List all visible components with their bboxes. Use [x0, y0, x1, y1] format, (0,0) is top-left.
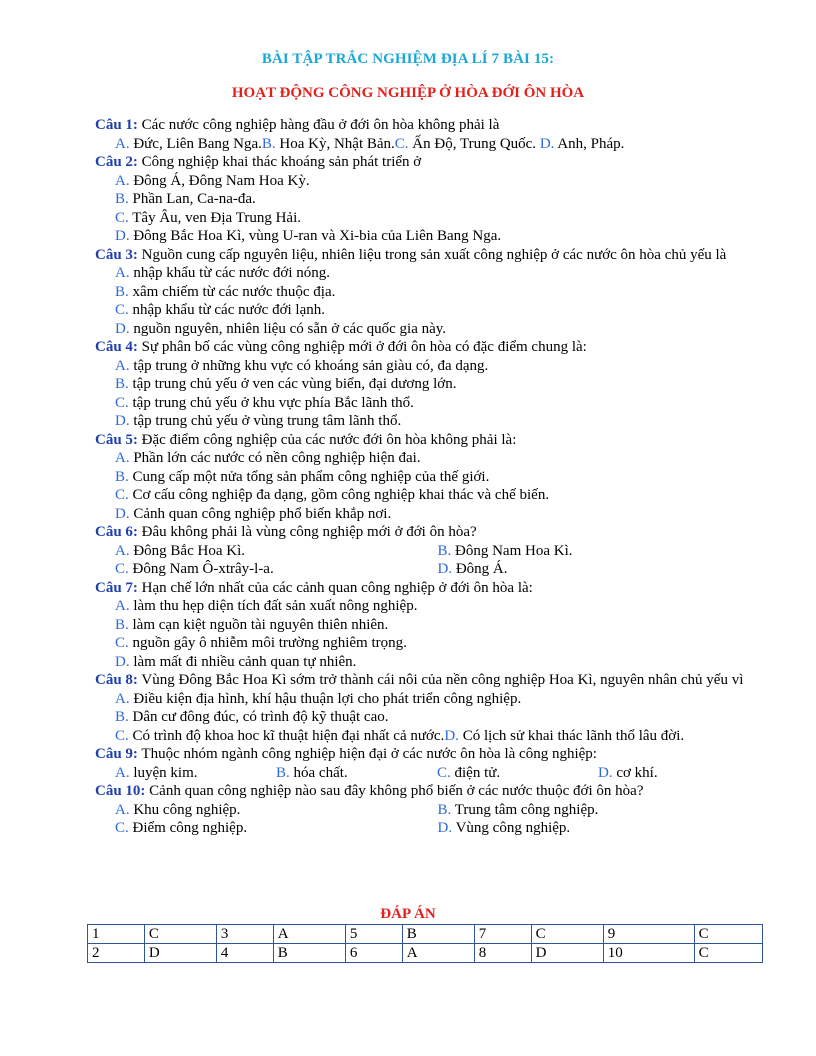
table-cell: C [694, 944, 762, 963]
question-1 [95, 116, 760, 153]
table-cell: B [273, 944, 345, 963]
option-row [115, 542, 760, 561]
option-text: Đông Nam Ô-xtrây-l-a. [128, 561, 274, 577]
question-text: Thuộc nhóm ngành công nghiệp hiện đại ở các nước ôn hòa là công nghiệp: [137, 746, 597, 762]
option-text: nguồn gây ô nhiễm môi trường nghiêm trọng. [128, 635, 407, 651]
question-label: Câu 10: [95, 783, 146, 799]
option-b [115, 283, 760, 302]
question-list [95, 116, 760, 838]
option-b [438, 542, 761, 561]
option-c [437, 764, 598, 783]
option-row [115, 819, 760, 838]
option-label: D. [598, 764, 613, 781]
option-c [115, 486, 760, 505]
option-text: Cơ cấu công nghiệp đa dạng, gồm công nghiệp khai thác và chế biến. [128, 487, 550, 503]
question-label: Câu 4: [95, 339, 138, 355]
option-label: B. [115, 376, 129, 392]
option-text: Đông Bắc Hoa Kì. [129, 542, 245, 559]
question-text: Công nghiệp khai thác khoáng sản phát triển ở [137, 154, 422, 170]
question-text: Đâu không phải là vùng công nghiệp mới ở đới ôn hòa? [137, 524, 477, 540]
option-label: D. [444, 727, 459, 744]
question-text: Nguồn cung cấp nguyên liệu, nhiên liệu trong sản xuất công nghiệp ở các nước ôn hòa chủ yếu là [137, 246, 727, 263]
option-label: A. [115, 450, 130, 466]
question-4 [95, 338, 760, 431]
option-d [598, 764, 759, 783]
option-d [115, 412, 760, 431]
option-label: C. [115, 561, 129, 577]
option-b [115, 708, 760, 727]
table-row [88, 944, 763, 963]
question-label: Câu 1: [95, 117, 138, 133]
option-d [115, 505, 760, 524]
option-label: C. [115, 635, 129, 651]
option-text: Cung cấp một nửa tổng sản phẩm công nghiệp của thế giới. [128, 468, 490, 485]
question-text: Các nước công nghiệp hàng đầu ở đới ôn hòa không phải là [137, 117, 500, 133]
option-label: D. [539, 135, 555, 152]
option-row [115, 801, 760, 820]
question-text: Vùng Đông Bắc Hoa Kì sớm trở thành cái nôi của nền công nghiệp Hoa Kì, nguyên nhân chủ yếu vì [137, 672, 744, 688]
option-text: Điều kiện địa hình, khí hậu thuận lợi cho phát triển công nghiệp. [129, 690, 522, 707]
table-cell: D [144, 944, 216, 963]
option-text: tập trung chủ yếu ở ven các vùng biển, đại dương lớn. [128, 376, 457, 392]
option-text: tập trung ở những khu vực có khoáng sản giàu có, đa dạng. [129, 357, 489, 374]
option-label: A. [115, 265, 130, 281]
option-label: C. [115, 209, 129, 226]
option-a [115, 172, 760, 191]
option-text: Hoa Kỳ, Nhật Bản. [275, 135, 395, 152]
option-text: hóa chất. [289, 764, 348, 781]
option-label: B. [261, 135, 276, 152]
option-label: C. [115, 394, 129, 411]
question-6 [95, 523, 760, 579]
option-text: Tây Âu, ven Địa Trung Hải. [128, 209, 301, 226]
option-d [115, 653, 760, 672]
option-text: điện tử. [450, 764, 501, 781]
option-label: C. [394, 135, 409, 152]
table-cell: 9 [603, 925, 694, 944]
option-label: D. [115, 228, 130, 244]
question-3 [95, 246, 760, 339]
table-cell: 3 [216, 925, 273, 944]
table-cell: C [144, 925, 216, 944]
option-row [115, 560, 760, 579]
option-row [115, 764, 760, 783]
option-text: Trung tâm công nghiệp. [451, 801, 599, 818]
table-cell: 4 [216, 944, 273, 963]
option-a [115, 449, 760, 468]
option-text: nguồn nguyên, nhiên liệu có sẵn ở các quốc gia này. [129, 320, 447, 337]
option-text: xâm chiếm từ các nước thuộc địa. [128, 283, 336, 300]
option-text: Cảnh quan công nghiệp phổ biến khắp nơi. [129, 505, 392, 522]
option-label: B. [437, 542, 452, 559]
option-b [438, 801, 761, 820]
option-text: Đức, Liên Bang Nga. [129, 135, 262, 152]
question-label: Câu 7: [95, 579, 138, 596]
question-7 [95, 579, 760, 672]
option-text: Phần Lan, Ca-na-đa. [128, 191, 256, 207]
option-label: B. [115, 468, 129, 485]
question-10 [95, 782, 760, 838]
table-cell: B [402, 925, 474, 944]
table-cell: 2 [88, 944, 145, 963]
table-cell: 5 [345, 925, 402, 944]
option-text: Vùng công nghiệp. [452, 820, 571, 836]
option-label: A. [115, 172, 130, 189]
option-label: D. [437, 820, 453, 836]
option-text: luyện kim. [129, 764, 198, 781]
table-cell: A [273, 925, 345, 944]
option-label: D. [437, 561, 453, 577]
option-label: A. [115, 690, 130, 707]
option-text: làm thu hẹp diện tích đất sản xuất nông nghiệp. [129, 598, 418, 614]
option-label: C. [115, 820, 129, 836]
option-label: A. [115, 357, 130, 374]
option-text: Ấn Độ, Trung Quốc. [408, 135, 540, 152]
question-label: Câu 5: [95, 431, 138, 448]
question-9 [95, 745, 760, 782]
option-label: D. [115, 413, 130, 429]
option-a [115, 597, 760, 616]
option-d [115, 227, 760, 246]
option-text: làm mất đi nhiều cảnh quan tự nhiên. [129, 653, 357, 670]
document-subtitle: HOẠT ĐỘNG CÔNG NGHIỆP Ở HÒA ĐỚI ÔN HÒA [231, 85, 585, 101]
table-cell: C [531, 925, 603, 944]
option-a [115, 264, 760, 283]
option-b [115, 468, 760, 487]
table-cell: 6 [345, 944, 402, 963]
option-c [115, 819, 438, 838]
document-title: BÀI TẬP TRẮC NGHIỆM ĐỊA LÍ 7 BÀI 15: [261, 51, 555, 67]
option-label: A. [115, 542, 130, 559]
option-label: C. [115, 727, 129, 744]
option-b [115, 616, 760, 635]
question-label: Câu 9: [95, 746, 138, 762]
answer-table [87, 924, 763, 963]
option-a [115, 690, 760, 709]
table-cell: 10 [603, 944, 694, 963]
question-2 [95, 153, 760, 246]
question-text: Sự phân bố các vùng công nghiệp mới ở đới ôn hòa có đặc điểm chung là: [137, 339, 587, 355]
question-text: Hạn chế lớn nhất của các cảnh quan công nghiệp ở đới ôn hòa là: [137, 579, 533, 596]
option-label: B. [276, 764, 290, 781]
option-label: C. [115, 302, 129, 318]
option-label: C. [115, 487, 129, 503]
option-c [115, 209, 760, 228]
option-label: A. [115, 764, 130, 781]
option-text: Đông Nam Hoa Kì. [451, 542, 573, 559]
option-c [115, 634, 760, 653]
option-row [115, 135, 760, 154]
table-cell: C [694, 925, 762, 944]
option-a [115, 542, 438, 561]
question-text: Đặc điểm công nghiệp của các nước đới ôn hòa không phải là: [137, 431, 517, 448]
option-text: Đông Á. [452, 561, 508, 577]
table-row [88, 925, 763, 944]
option-d [438, 819, 761, 838]
option-text: cơ khí. [612, 764, 658, 781]
option-label: D. [115, 505, 130, 522]
option-label: B. [115, 616, 129, 633]
option-text: Anh, Pháp. [554, 135, 625, 152]
option-text: tập trung chủ yếu ở khu vực phía Bắc lãnh thổ. [128, 394, 414, 411]
table-cell: D [531, 944, 603, 963]
question-label: Câu 6: [95, 524, 138, 540]
option-text: Điểm công nghiệp. [128, 820, 248, 836]
option-text: làm cạn kiệt nguồn tài nguyên thiên nhiên. [128, 616, 389, 633]
option-label: B. [115, 283, 129, 300]
option-text: Có lịch sử khai thác lãnh thổ lâu đời. [458, 727, 685, 744]
option-b [115, 190, 760, 209]
table-cell: 7 [474, 925, 531, 944]
option-c [115, 301, 760, 320]
question-text: Cảnh quan công nghiệp nào sau đây không phổ biến ở các nước thuộc đới ôn hòa? [145, 783, 644, 799]
table-cell: 8 [474, 944, 531, 963]
option-text: nhập khẩu từ các nước đới nóng. [129, 265, 330, 281]
question-5 [95, 431, 760, 524]
option-text: Dân cư đông đúc, có trình độ kỹ thuật cao. [128, 709, 389, 725]
option-label: A. [115, 598, 130, 614]
option-label: B. [115, 191, 129, 207]
option-d [438, 560, 761, 579]
option-text: Phần lớn các nước có nền công nghiệp hiện đai. [129, 450, 421, 466]
option-row [115, 727, 760, 746]
option-label: A. [115, 801, 130, 818]
option-b [115, 375, 760, 394]
question-label: Câu 8: [95, 672, 138, 688]
option-label: B. [115, 709, 129, 725]
table-cell: A [402, 944, 474, 963]
option-text: Có trình độ khoa hoc kĩ thuật hiện đại nhất cả nước. [128, 727, 445, 744]
option-b [276, 764, 437, 783]
option-label: A. [115, 135, 130, 152]
option-c [115, 560, 438, 579]
option-label: D. [115, 653, 130, 670]
option-text: Đông Bắc Hoa Kì, vùng U-ran và Xi-bia của Liên Bang Nga. [129, 228, 502, 244]
question-label: Câu 2: [95, 154, 138, 170]
question-8 [95, 671, 760, 745]
option-text: nhập khẩu từ các nước đới lạnh. [128, 302, 325, 318]
option-text: Khu công nghiệp. [129, 801, 241, 818]
option-a [115, 357, 760, 376]
option-label: D. [115, 320, 130, 337]
question-label: Câu 3: [95, 246, 138, 263]
option-text: tập trung chủ yếu ở vùng trung tâm lãnh thổ. [129, 413, 402, 429]
option-a [115, 801, 438, 820]
option-c [115, 394, 760, 413]
option-text: Đông Á, Đông Nam Hoa Kỳ. [129, 172, 310, 189]
option-a [115, 764, 276, 783]
answer-title: ĐÁP ÁN [380, 906, 436, 922]
option-label: B. [437, 801, 452, 818]
option-label: C. [437, 764, 451, 781]
option-d [115, 320, 760, 339]
table-cell: 1 [88, 925, 145, 944]
